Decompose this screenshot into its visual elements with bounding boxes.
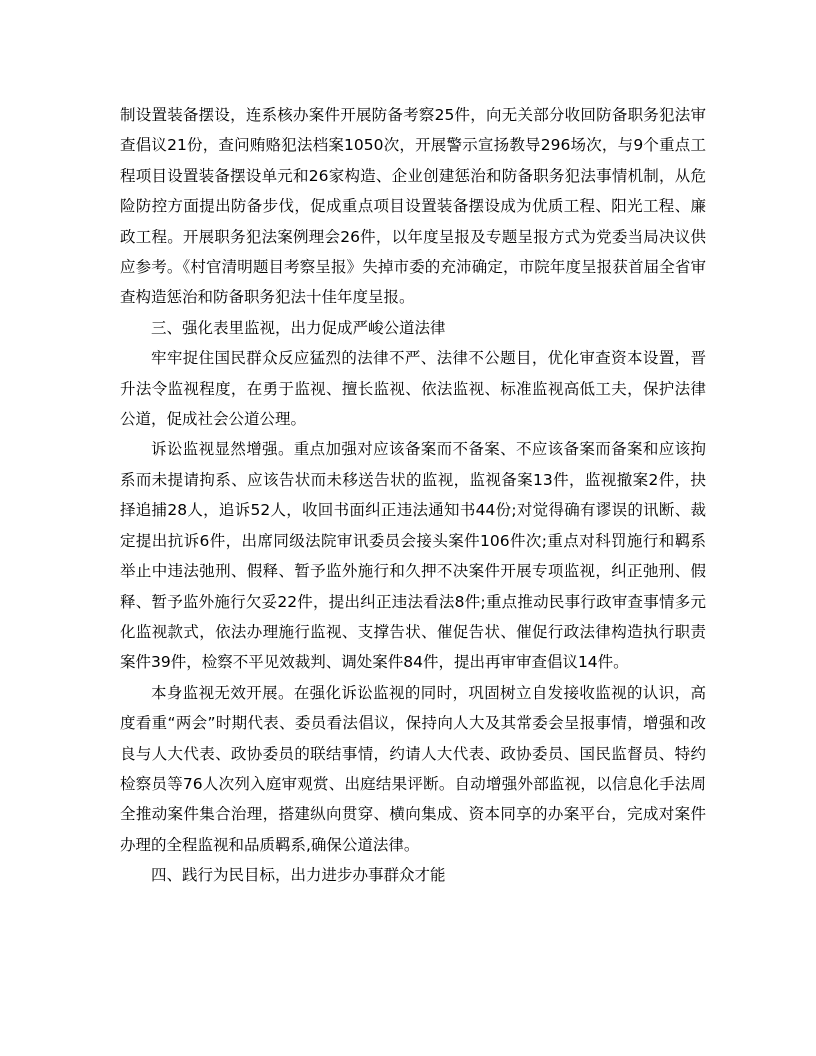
body-paragraph-continued: 制设置装备摆设，连系核办案件开展防备考察25件，向无关部分收回防备职务犯法审查倡议21份，查问贿赂犯法档案1050次，开展警示宣扬教导296场次，与9个重点工程项目设置装备摆设单元和26家构造、企业创建惩治和防备职务犯法事情机制，从危险防控方面提出防备步伐，促成重点项目设置装备摆设成为优质工程、阳光工程、廉政工程。开展职务犯法案例理会26件，以年度呈报及专题呈报方式为党委当局决议供应参考。《村官清明题目考察呈报》失掉市委的充沛确定，市院年度呈报获首届全省审查构造惩治和防备职务犯法十佳年度呈报。 (120, 106, 706, 307)
body-paragraph: 诉讼监视显然增强。重点加强对应该备案而不备案、不应该备案而备案和应该拘系而未提请拘系、应该告状而未移送告状的监视，监视备案13件，监视撤案2件，抉择追捕28人，追诉52人，收回书面纠正违法通知书44份;对觉得确有谬误的讯断、裁定提出抗诉6件，出席同级法院审讯委员会接头案件106件次;重点对科罚施行和羁系举止中违法弛刑、假释、暂予监外施行和久押不决案件开展专项监视，纠正弛刑、假释、暂予监外施行欠妥22件，提出纠正违法看法8件;重点推动民事行政审查事情多元化监视款式，依法办理施行监视、支撑告状、催促告状、催促行政法律构造执行职责案件39件，检察不平见效裁判、调处案件84件，提出再审审查倡议14件。 (120, 440, 706, 672)
body-paragraph: 牢牢捉住国民群众反应猛烈的法律不严、法律不公题目，优化审查资本设置，晋升法令监视程度，在勇于监视、擅长监视、依法监视、标准监视高低工夫，保护法律公道，促成社会公道公理。 (120, 349, 706, 429)
document-body (120, 100, 706, 891)
section-heading-four: 四、践行为民目标，出力进步办事群众才能 (151, 866, 446, 885)
body-paragraph: 本身监视无效开展。在强化诉讼监视的同时，巩固树立自发接收监视的认识，高度看重“两会”时期代表、委员看法倡议，保持向人大及其常委会呈报事情，增强和改良与人大代表、政协委员的联结事情，约请人大代表、政协委员、国民监督员、特约检察员等76人次列入庭审观赏、出庭结果评断。自动增强外部监视，以信息化手法周全推动案件集合治理，搭建纵向贯穿、横向集成、资本同享的办案平台，完成对案件办理的全程监视和品质羁系,确保公道法律。 (120, 683, 706, 854)
section-heading-three: 三、强化表里监视，出力促成严峻公道法律 (151, 318, 446, 337)
